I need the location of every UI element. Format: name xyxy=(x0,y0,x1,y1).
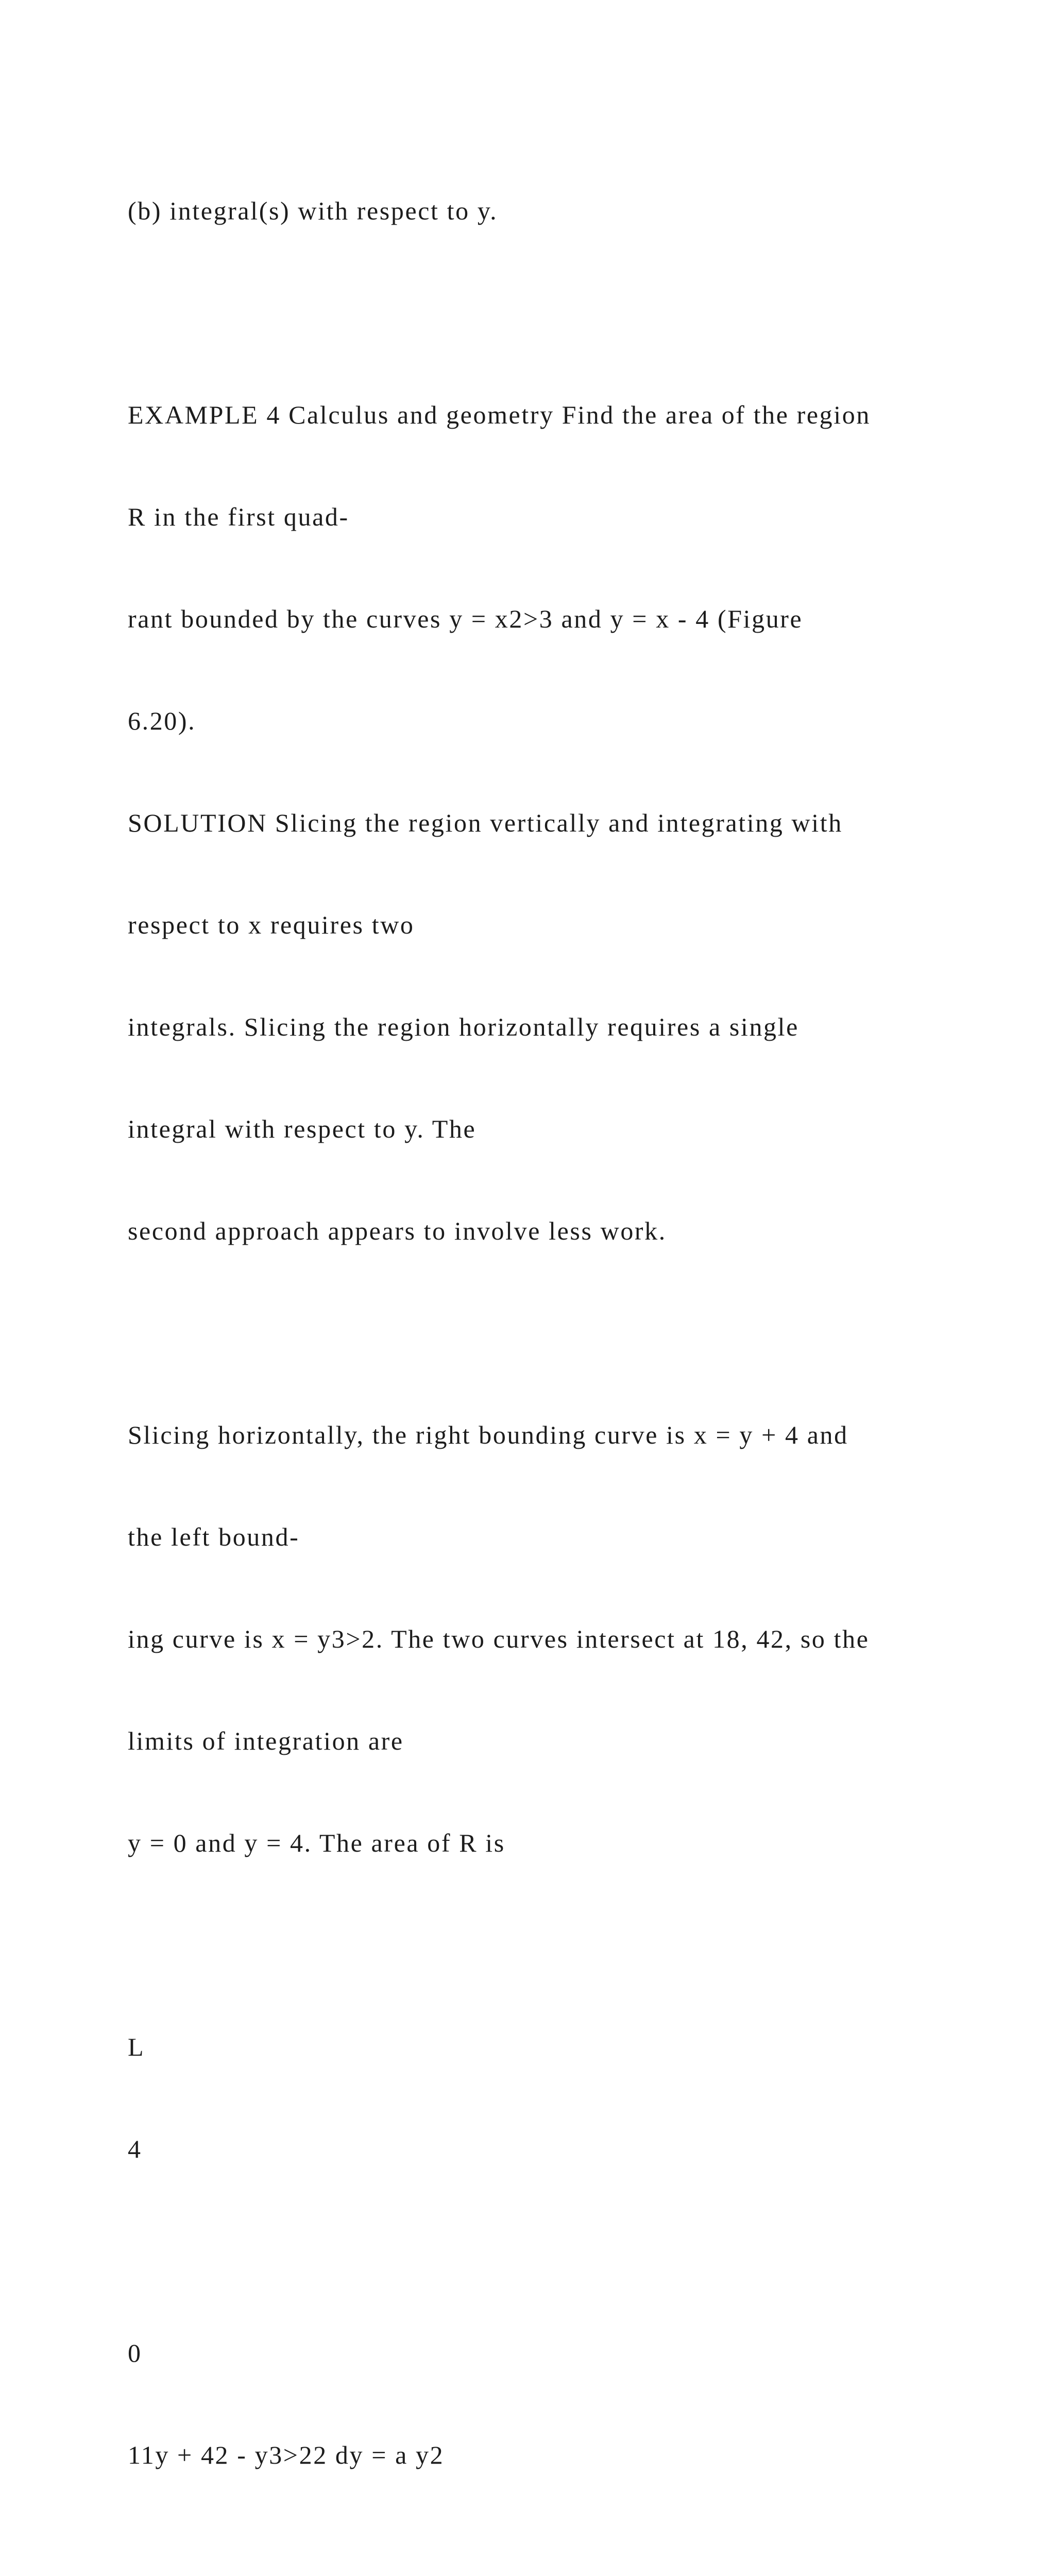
text-line-1: (b) integral(s) with respect to y. xyxy=(128,196,498,225)
integral-symbol-text: L xyxy=(128,2032,145,2061)
equation-line: 11y + 42 - y3>22 dy = a y2 xyxy=(128,2441,445,2469)
integral-upper-limit: 4 xyxy=(128,2134,142,2163)
text-line-8: respect to x requires two xyxy=(128,910,415,939)
text-line-13: Slicing horizontally, the right bounding curve is x = y + 4 and xyxy=(128,1420,848,1449)
text-line-17: y = 0 and y = 4. The area of R is xyxy=(128,1828,505,1857)
blank-line xyxy=(128,296,952,330)
text-line-5: rant bounded by the curves y = x2>3 and y = x - 4 (Figure xyxy=(128,604,803,633)
document-text xyxy=(128,126,952,2576)
text-line-16: limits of integration are xyxy=(128,1726,404,1755)
blank-line xyxy=(128,1316,952,1350)
text-line-9: integrals. Slicing the region horizontally requires a single xyxy=(128,1012,799,1041)
text-line-7: SOLUTION Slicing the region vertically and integrating with xyxy=(128,808,843,837)
text-line-11: second approach appears to involve less work. xyxy=(128,1216,667,1245)
text-line-4: R in the first quad- xyxy=(128,502,349,531)
integral-lower-limit: 0 xyxy=(128,2338,142,2367)
text-line-15: ing curve is x = y3>2. The two curves intersect at 18, 42, so the xyxy=(128,1624,870,1653)
text-line-10: integral with respect to y. The xyxy=(128,1114,477,1143)
blank-line xyxy=(128,1928,952,1962)
text-line-14: the left bound- xyxy=(128,1522,300,1551)
text-line-6: 6.20). xyxy=(128,706,196,735)
blank-line xyxy=(128,2234,952,2268)
blank-line xyxy=(128,2540,952,2574)
text-line-3: EXAMPLE 4 Calculus and geometry Find the area of the region xyxy=(128,400,871,429)
